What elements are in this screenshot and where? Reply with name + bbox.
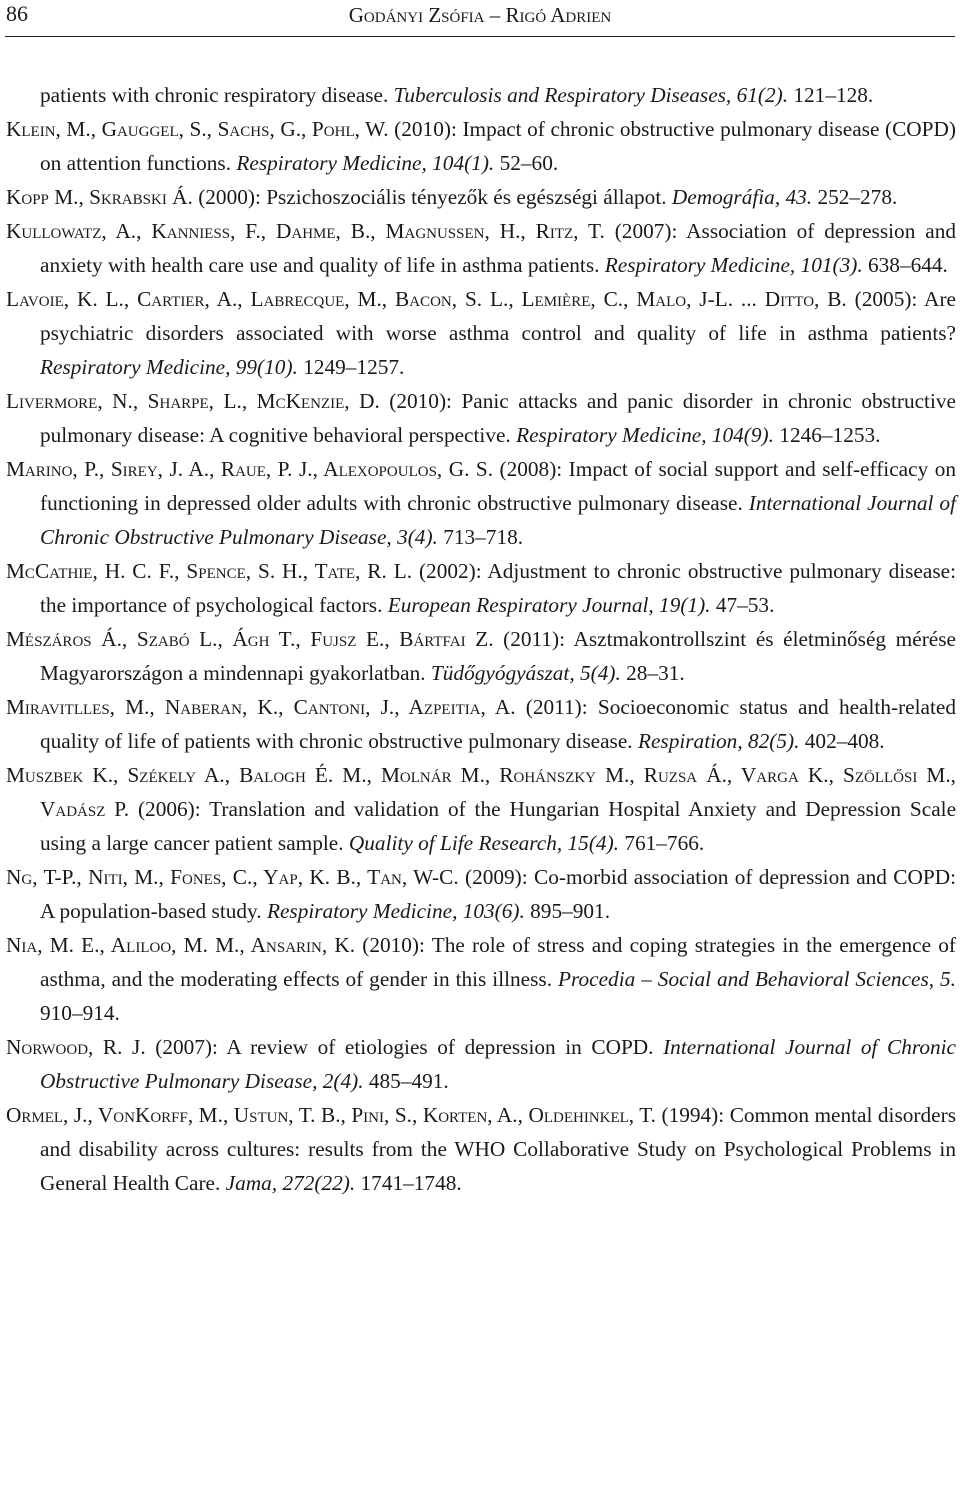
reference-journal: Respiratory Medicine, 104(1). <box>236 151 495 175</box>
reference-authors: Nia, M. E., Aliloo, M. M., Ansarin, K. <box>6 933 356 957</box>
reference-title: (2010): The role of stress and coping strategies in the emergence of asthma, and the moderating effects of gender in this illness. <box>40 933 956 991</box>
reference-entry <box>6 282 956 384</box>
reference-title: (2006): Translation and validation of the Hungarian Hospital Anxiety and Depression Scale using a large cancer patient sample. <box>40 797 957 855</box>
reference-journal: European Respiratory Journal, 19(1). <box>387 593 711 617</box>
page-header <box>0 0 960 32</box>
reference-authors: Miravitlles, M., Naberan, K., Cantoni, J., Azpeitia, A. <box>6 695 516 719</box>
reference-pages: 1249–1257. <box>303 355 405 379</box>
reference-journal: Respiration, 82(5). <box>637 729 800 753</box>
reference-entry <box>6 928 956 1030</box>
reference-authors: McCathie, H. C. F., Spence, S. H., Tate, R. L. <box>6 559 413 583</box>
reference-authors: Norwood, R. J. <box>6 1035 146 1059</box>
reference-pages: 895–901. <box>530 899 611 923</box>
reference-journal: Respiratory Medicine, 104(9). <box>516 423 774 447</box>
reference-authors: Marino, P., Sirey, J. A., Raue, P. J., Alexopoulos, G. S. <box>6 457 494 481</box>
reference-journal: International Journal of Chronic Obstructive Pulmonary Disease, 3(4). <box>40 491 957 549</box>
reference-entry <box>6 1098 956 1200</box>
reference-entry <box>6 384 956 452</box>
reference-title: (2007): A review of etiologies of depression in COPD. <box>155 1035 654 1059</box>
reference-pages: 1246–1253. <box>779 423 881 447</box>
page-number: 86 <box>6 1 28 26</box>
reference-title: (2009): Co-morbid association of depression and COPD: A population-based study. <box>40 865 956 923</box>
reference-journal: Tüdőgyógyászat, 5(4). <box>430 661 621 685</box>
reference-pages: 761–766. <box>624 831 705 855</box>
reference-pages: 638–644. <box>868 253 948 277</box>
reference-entry <box>6 214 956 282</box>
reference-authors: Ormel, J., VonKorff, M., Ustun, T. B., Pini, S., Korten, A., Oldehinkel, T. <box>6 1103 656 1127</box>
reference-list <box>6 78 956 1200</box>
reference-journal: Quality of Life Research, 15(4). <box>348 831 619 855</box>
reference-pages: 402–408. <box>804 729 885 753</box>
reference-journal: International Journal of Chronic Obstructive Pulmonary Disease, 2(4). <box>40 1035 957 1093</box>
reference-pages: 713–718. <box>443 525 524 549</box>
reference-authors: Lavoie, K. L., Cartier, A., Labrecque, M., Bacon, S. L., Lemière, C., Malo, J-L. ... Ditto, B. <box>6 287 847 311</box>
reference-entry <box>6 78 956 112</box>
reference-entry <box>6 690 956 758</box>
reference-pages: 52–60. <box>499 151 559 175</box>
reference-journal: Respiratory Medicine, 101(3). <box>604 253 863 277</box>
reference-authors: Ng, T-P., Niti, M., Fones, C., Yap, K. B., Tan, W-C. <box>6 865 459 889</box>
reference-title: (2007): Association of depression and anxiety with health care use and quality of life in asthma patients. <box>40 219 957 277</box>
reference-title: patients with chronic respiratory disease. <box>40 83 389 107</box>
reference-pages: 28–31. <box>626 661 685 685</box>
reference-pages: 252–278. <box>817 185 898 209</box>
reference-pages: 121–128. <box>793 83 874 107</box>
running-head: Godányi Zsófia – Rigó Adrien <box>348 3 612 27</box>
reference-pages: 485–491. <box>368 1069 449 1093</box>
reference-authors: Klein, M., Gauggel, S., Sachs, G., Pohl, W. <box>6 117 389 141</box>
reference-journal: Demográfia, 43. <box>671 185 813 209</box>
reference-entry <box>6 1030 956 1098</box>
reference-title: (2011): Asztmakontrollszint és életminőség mérése Magyarországon a mindennapi gyakorlatban. <box>40 627 956 685</box>
reference-pages: 47–53. <box>715 593 775 617</box>
reference-pages: 910–914. <box>40 1001 120 1025</box>
reference-entry <box>6 860 956 928</box>
reference-journal: Respiratory Medicine, 103(6). <box>266 899 525 923</box>
reference-title: (2008): Impact of social support and self-efficacy on functioning in depressed older adults with chronic obstructive pulmonary disease. <box>40 457 956 515</box>
reference-entry <box>6 452 956 554</box>
reference-title: (2010): Impact of chronic obstructive pulmonary disease (COPD) on attention functions. <box>40 117 956 175</box>
reference-journal: Jama, 272(22). <box>225 1171 356 1195</box>
header-rule <box>5 36 955 37</box>
reference-entry <box>6 112 956 180</box>
reference-entry <box>6 622 956 690</box>
reference-journal: Procedia – Social and Behavioral Sciences, 5. <box>557 967 956 991</box>
reference-journal: Tuberculosis and Respiratory Diseases, 61(2). <box>393 83 789 107</box>
reference-title: (2010): Panic attacks and panic disorder in chronic obstructive pulmonary disease: A cognitive behavioral perspective. <box>40 389 956 447</box>
reference-title: (2002): Adjustment to chronic obstructive pulmonary disease: the importance of psychological factors. <box>40 559 956 617</box>
reference-title: (1994): Common mental disorders and disability across cultures: results from the WHO Collaborative Study on Psychological Problems in General Health Care. <box>40 1103 956 1195</box>
reference-authors: Mészáros Á., Szabó L., Ágh T., Fujsz E., Bártfai Z. <box>6 627 494 651</box>
reference-title: (2005): Are psychiatric disorders associated with worse asthma control and quality of life in asthma patients? <box>40 287 956 345</box>
reference-authors: Livermore, N., Sharpe, L., McKenzie, D. <box>6 389 380 413</box>
reference-title: (2000): Pszichoszociális tényezők és egészségi állapot. <box>198 185 667 209</box>
reference-authors: Muszbek K., Székely A., Balogh É. M., Molnár M., Rohánszky M., Ruzsa Á., Varga K., Szöllősi M., Vadász P. <box>6 763 956 821</box>
reference-authors: Kullowatz, A., Kanniess, F., Dahme, B., Magnussen, H., Ritz, T. <box>6 219 605 243</box>
reference-entry <box>6 180 956 214</box>
reference-authors: Kopp M., Skrabski Á. <box>6 185 193 209</box>
reference-entry <box>6 554 956 622</box>
reference-journal: Respiratory Medicine, 99(10). <box>40 355 298 379</box>
reference-title: (2011): Socioeconomic status and health-related quality of life of patients with chronic obstructive pulmonary disease. <box>40 695 956 753</box>
reference-pages: 1741–1748. <box>360 1171 462 1195</box>
reference-entry <box>6 758 956 860</box>
